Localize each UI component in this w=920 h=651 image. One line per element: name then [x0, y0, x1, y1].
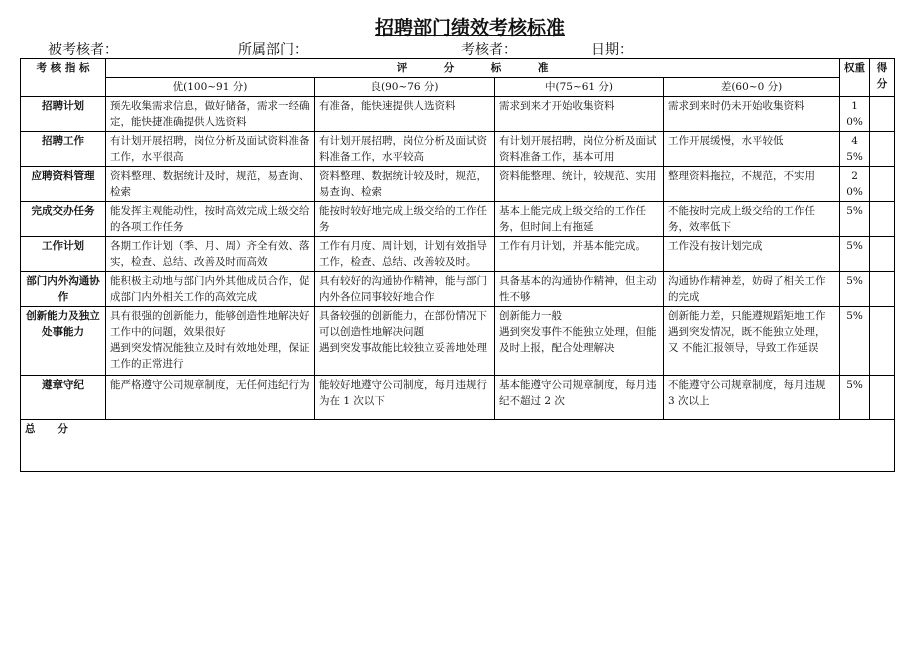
indicator-cell: 遵章守纪: [21, 376, 106, 420]
indicator-cell: 应聘资料管理: [21, 167, 106, 202]
indicator-cell: 招聘计划: [21, 97, 106, 132]
medium-criteria-cell: 具备基本的沟通协作精神，但主动性不够: [495, 272, 664, 307]
score-cell[interactable]: [870, 202, 895, 237]
poor-criteria-cell: 需求到来时仍未开始收集资料: [664, 97, 840, 132]
weight-header: 权重: [840, 59, 870, 97]
good-criteria-cell: 有准备，能快速提供人选资料: [315, 97, 495, 132]
medium-criteria-cell: 有计划开展招聘，岗位分析及面试资料准备工作，基本可用: [495, 132, 664, 167]
score-cell[interactable]: [870, 272, 895, 307]
criteria-row: [21, 132, 895, 167]
score-cell[interactable]: [870, 376, 895, 420]
poor-criteria-cell: 沟通协作精神差，妨碍了相关工作的完成: [664, 272, 840, 307]
poor-criteria-cell: 不能按时完成上级交给的工作任务，效率低下: [664, 202, 840, 237]
score-header: 得分: [870, 59, 895, 97]
criteria-row: [21, 272, 895, 307]
level-excellent-header: 优(100~91 分): [106, 78, 315, 97]
poor-criteria-cell: 工作开展缓慢，水平较低: [664, 132, 840, 167]
criteria-header: 评 分 标 准: [106, 59, 840, 78]
criteria-row: [21, 202, 895, 237]
score-cell[interactable]: [870, 167, 895, 202]
criteria-row: [21, 237, 895, 272]
excellent-criteria-cell: 具有很强的创新能力，能够创造性地解决好工作中的问题，效果很好 遇到突发情况能独立及时有效地处理，保证工作的正常进行: [106, 307, 315, 376]
weight-cell: 20%: [840, 167, 870, 202]
good-criteria-cell: 能较好地遵守公司制度，每月违规行为在 1 次以下: [315, 376, 495, 420]
medium-criteria-cell: 基本能遵守公司规章制度，每月违纪不超过 2 次: [495, 376, 664, 420]
good-criteria-cell: 具备较强的创新能力，在部份情况下可以创造性地解决问题 遇到突发事故能比较独立妥善地处理: [315, 307, 495, 376]
indicator-cell: 完成交办任务: [21, 202, 106, 237]
medium-criteria-cell: 基本上能完成上级交给的工作任务，但时间上有拖延: [495, 202, 664, 237]
assessment-table: [20, 58, 895, 472]
score-cell[interactable]: [870, 132, 895, 167]
assessee-label: 被考核者：: [48, 42, 118, 58]
medium-criteria-cell: 创新能力一般 遇到突发事件不能独立处理，但能及时上报，配合处理解决: [495, 307, 664, 376]
medium-criteria-cell: 资料能整理、统计，较规范、实用: [495, 167, 664, 202]
department-label: 所属部门：: [238, 42, 308, 58]
header-row-2: [21, 78, 895, 97]
indicator-cell: 招聘工作: [21, 132, 106, 167]
excellent-criteria-cell: 各期工作计划（季、月、周）齐全有效、落实，检查、总结、改善及时而高效: [106, 237, 315, 272]
criteria-row: [21, 376, 895, 420]
page-title: 招聘部门绩效考核标准: [374, 17, 565, 39]
poor-criteria-cell: 整理资料拖拉，不规范，不实用: [664, 167, 840, 202]
criteria-row: [21, 167, 895, 202]
date-label: 日期：: [591, 42, 633, 58]
weight-cell: 10%: [840, 97, 870, 132]
excellent-criteria-cell: 能积极主动地与部门内外其他成员合作，促成部门内外相关工作的高效完成: [106, 272, 315, 307]
excellent-criteria-cell: 能严格遵守公司规章制度，无任何违纪行为: [106, 376, 315, 420]
indicator-cell: 创新能力及独立处事能力: [21, 307, 106, 376]
indicator-cell: 部门内外沟通协作: [21, 272, 106, 307]
score-cell[interactable]: [870, 307, 895, 376]
weight-cell: 5%: [840, 272, 870, 307]
total-label: 总 分: [21, 420, 895, 472]
good-criteria-cell: 工作有月度、周计划，计划有效指导工作，检查、总结、改善较及时。: [315, 237, 495, 272]
total-row: [21, 420, 895, 472]
poor-criteria-cell: 创新能力差，只能遵规蹈矩地工作 遇到突发情况，既不能独立处理，又 不能汇报领导，导致工作延误: [664, 307, 840, 376]
good-criteria-cell: 有计划开展招聘，岗位分析及面试资料准备工作，水平较高: [315, 132, 495, 167]
excellent-criteria-cell: 能发挥主观能动性，按时高效完成上级交给的各项工作任务: [106, 202, 315, 237]
criteria-row: [21, 307, 895, 376]
level-medium-header: 中(75~61 分): [495, 78, 664, 97]
weight-cell: 5%: [840, 307, 870, 376]
excellent-criteria-cell: 预先收集需求信息，做好储备，需求一经确定，能快捷准确提供人选资料: [106, 97, 315, 132]
indicator-header: 考 核 指 标: [21, 59, 106, 97]
level-poor-header: 差(60~0 分): [664, 78, 840, 97]
medium-criteria-cell: 工作有月计划，并基本能完成。: [495, 237, 664, 272]
weight-cell: 5%: [840, 376, 870, 420]
assessor-label: 考核者：: [461, 42, 517, 58]
indicator-cell: 工作计划: [21, 237, 106, 272]
medium-criteria-cell: 需求到来才开始收集资料: [495, 97, 664, 132]
score-cell[interactable]: [870, 237, 895, 272]
poor-criteria-cell: 工作没有按计划完成: [664, 237, 840, 272]
excellent-criteria-cell: 资料整理、数据统计及时，规范，易查询、检索: [106, 167, 315, 202]
criteria-row: [21, 97, 895, 132]
header-row-1: [21, 59, 895, 78]
weight-cell: 45%: [840, 132, 870, 167]
excellent-criteria-cell: 有计划开展招聘，岗位分析及面试资料准备工作，水平很高: [106, 132, 315, 167]
good-criteria-cell: 能按时较好地完成上级交给的工作任务: [315, 202, 495, 237]
weight-cell: 5%: [840, 202, 870, 237]
good-criteria-cell: 具有较好的沟通协作精神，能与部门内外各位同事较好地合作: [315, 272, 495, 307]
good-criteria-cell: 资料整理、数据统计较及时，规范，易查询、检索: [315, 167, 495, 202]
poor-criteria-cell: 不能遵守公司规章制度，每月违规 3 次以上: [664, 376, 840, 420]
level-good-header: 良(90~76 分): [315, 78, 495, 97]
score-cell[interactable]: [870, 97, 895, 132]
weight-cell: 5%: [840, 237, 870, 272]
